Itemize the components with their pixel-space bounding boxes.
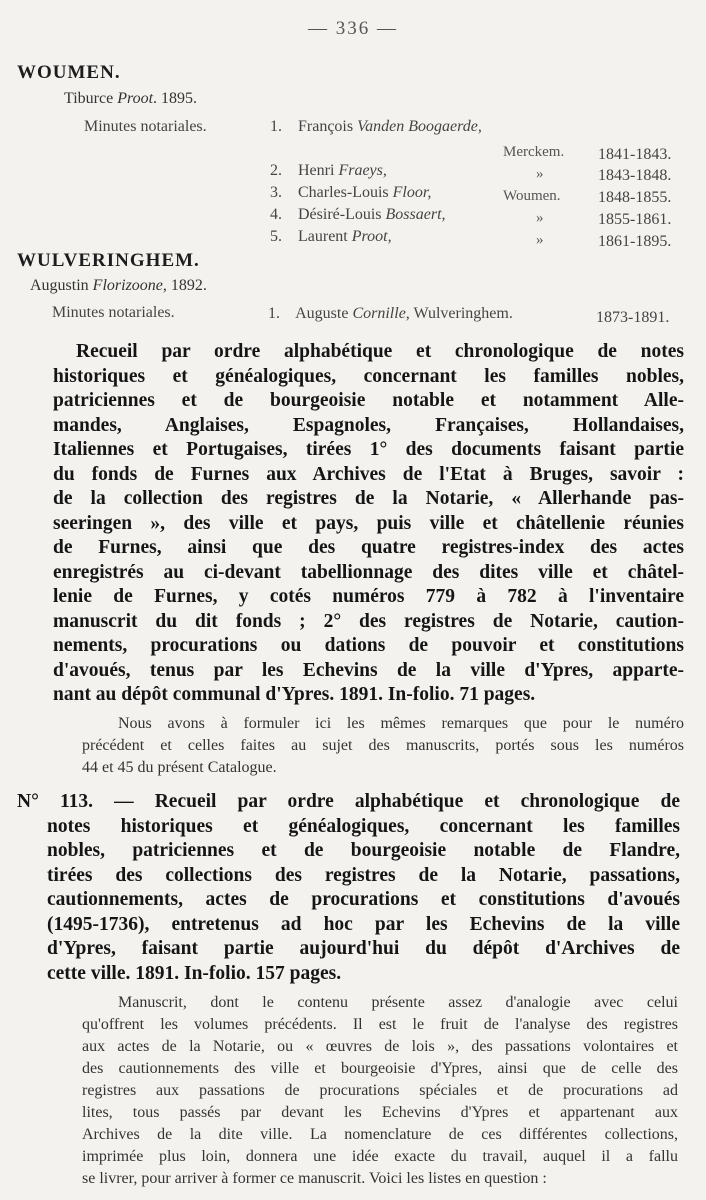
notary-holder-wulveringhem <box>30 277 207 295</box>
paragraph-line: tirées des collections des registres de la Notarie, passations, <box>47 864 680 886</box>
note-line: registres aux passations de procurations spéciales et de procurations ad <box>82 1082 678 1099</box>
entry-place: Wulveringhem. <box>413 305 513 322</box>
note-line: se livrer, pour arriver à former ce manuscrit. Voici les listes en question : <box>82 1170 547 1187</box>
note-line: imprimée plus loin, donnera une idée exacte du travail, auquel il a fallu <box>82 1148 678 1165</box>
entry-first-name: Henri <box>298 162 335 179</box>
page-number: — 336 — <box>308 18 398 39</box>
entry-last-name: Cornille, <box>352 305 410 322</box>
paragraph-line: cette ville. 1891. In-folio. 157 pages. <box>47 962 342 984</box>
paragraph-line: seeringen », des ville et pays, puis ville et châtellenie réunies <box>53 512 684 534</box>
entry-years: 1861-1895. <box>598 233 672 250</box>
holder-year: , 1892. <box>162 277 207 294</box>
catalogue-entry-paragraph <box>53 340 684 708</box>
paragraph-line: du fonds de Furnes aux Archives de l'Etat à Bruges, savoir : <box>53 463 684 485</box>
paragraph-line: lenie de Furnes, y cotés numéros 779 à 782 à l'inventaire <box>53 586 684 607</box>
holder-first-name: Tiburce <box>64 90 114 107</box>
note-line: lites, tous passés par devant les Echevins d'Ypres et appartenant aux <box>82 1104 678 1121</box>
note-line: Manuscrit, dont le contenu présente assez d'analogie avec celui <box>118 994 678 1011</box>
section-heading-woumen: WOUMEN. <box>17 62 121 83</box>
entry-years: 1841-1843. <box>598 146 672 163</box>
section-heading-wulveringhem: WULVERINGHEM. <box>17 250 200 271</box>
entry-first-name: Désiré-Louis <box>298 206 382 223</box>
entry-place: Merckem. <box>503 144 565 160</box>
holder-year: . 1895. <box>153 90 198 107</box>
entry-number: 3. <box>270 184 282 201</box>
note-line: Nous avons à formuler ici les mêmes remarques que pour le numéro <box>118 715 684 732</box>
entry-number: 5. <box>270 228 282 245</box>
holder-last-name: Florizoone <box>92 277 163 294</box>
entry-years: 1855-1861. <box>598 211 672 228</box>
entry-number: 1. <box>268 305 280 322</box>
entry-first-name: Auguste <box>295 305 349 322</box>
entry-number: 1. <box>270 118 282 135</box>
notary-entry <box>270 162 387 180</box>
holder-first-name: Augustin <box>30 277 89 294</box>
entry-first-name: Charles-Louis <box>298 184 389 201</box>
paragraph-line: d'avoués, tenus par les Echevins de la ville d'Ypres, apparte- <box>53 659 684 681</box>
entry-place: » <box>536 210 544 226</box>
holder-last-name: Proot <box>117 90 154 107</box>
notary-entry <box>268 305 513 323</box>
paragraph-line: d'Ypres, faisant partie aujourd'hui du dépôt d'Archives de <box>47 938 680 959</box>
entry-years: 1848-1855. <box>598 189 672 206</box>
note-line: des cautionnements des ville et bourgeoisie d'Ypres, ainsi que de celle des <box>82 1060 678 1077</box>
minutes-label-wulveringhem: Minutes notariales. <box>52 304 175 321</box>
note-line: 44 et 45 du présent Catalogue. <box>82 759 277 776</box>
notary-entry <box>270 228 392 246</box>
paragraph-line: nobles, patriciennes et de bourgeoisie notable de Flandre, <box>47 840 680 861</box>
notary-holder-woumen <box>64 90 197 108</box>
catalogue-note-113 <box>82 992 678 1190</box>
entry-first-name: François <box>298 118 354 135</box>
entry-last-name: Fraeys, <box>338 162 387 179</box>
paragraph-line: notes historiques et généalogiques, concernant les familles <box>47 815 680 837</box>
entry-place: » <box>536 232 544 248</box>
catalogue-entry-113 <box>17 790 680 986</box>
entry-years: 1843-1848. <box>598 167 672 184</box>
minutes-label-woumen: Minutes notariales. <box>84 118 207 135</box>
entry-last-name: Vanden Boogaerde, <box>357 118 482 135</box>
note-line: précédent et celles faites au sujet des manuscrits, portés sous les numéros <box>82 737 684 754</box>
entry-years: 1873-1891. <box>596 309 670 326</box>
note-line: aux actes de la Notarie, ou « œuvres de lois », des passations volontaires et <box>82 1038 678 1055</box>
entry-last-name: Proot, <box>351 228 392 245</box>
paragraph-line: manuscrit du dit fonds ; 2° des registres de Notarie, caution- <box>53 610 684 632</box>
note-line: Archives de la dite ville. La nomenclature de ces différentes collections, <box>82 1126 678 1143</box>
notary-entry <box>270 118 482 136</box>
paragraph-line: nements, procurations ou dations de pouvoir et constitutions <box>53 635 684 656</box>
notary-entry <box>270 184 431 202</box>
paragraph-line: Recueil par ordre alphabétique et chronologique de notes <box>76 341 684 362</box>
catalogue-note <box>82 713 684 779</box>
paragraph-line: patriciennes et de bourgeoisie notable et notamment Alle- <box>53 390 684 411</box>
note-line: qu'offrent les volumes précédents. Il est le fruit de l'analyse des registres <box>82 1016 678 1033</box>
paragraph-line: mandes, Anglaises, Espagnoles, Françaises, Hollandaises, <box>53 414 684 436</box>
paragraph-line: (1495-1736), entretenus ad hoc par les Echevins de la ville <box>47 913 680 935</box>
entry-last-name: Floor, <box>392 184 432 201</box>
entry-number: 2. <box>270 162 282 179</box>
notary-entry <box>270 206 446 224</box>
paragraph-line: N° 113. — Recueil par ordre alphabétique et chronologique de <box>17 791 680 812</box>
paragraph-line: de la collection des registres de la Notarie, « Allerhande pas- <box>53 488 684 509</box>
paragraph-line: de Furnes, ainsi que des quatre registres-index des actes <box>53 537 684 558</box>
paragraph-line: nant au dépôt communal d'Ypres. 1891. In-folio. 71 pages. <box>53 684 536 705</box>
entry-place: Woumen. <box>503 188 561 204</box>
entry-first-name: Laurent <box>298 228 348 245</box>
entry-last-name: Bossaert, <box>385 206 446 223</box>
entry-place: » <box>536 166 544 182</box>
paragraph-line: historiques et généalogiques, concernant les familles nobles, <box>53 365 684 387</box>
paragraph-line: Italiennes et Portugaises, tirées 1° des documents faisant partie <box>53 439 684 460</box>
paragraph-line: cautionnements, actes de procurations et constitutions d'avoués <box>47 889 680 910</box>
entry-number: 4. <box>270 206 282 223</box>
paragraph-line: enregistrés au ci-devant tabellionnage des dites ville et châtel- <box>53 561 684 583</box>
